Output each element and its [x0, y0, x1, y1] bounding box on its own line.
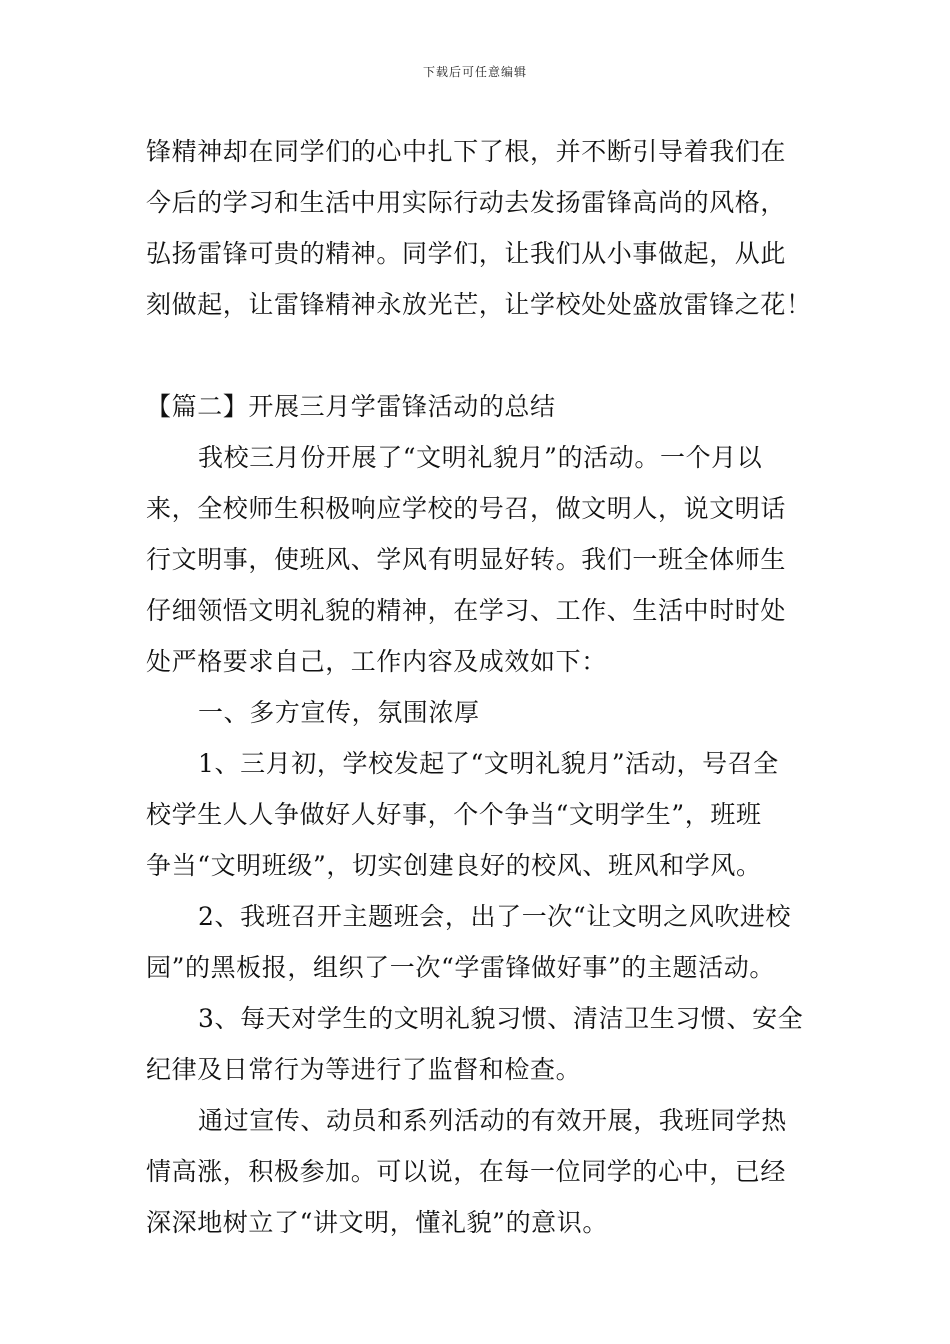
text-line: 深深地树立了“讲文明，懂礼貌”的意识。 [146, 1208, 608, 1237]
text-line: 通过宣传、动员和系列活动的有效开展，我班同学热 [198, 1106, 787, 1135]
text-line: 来，全校师生积极响应学校的号召，做文明人，说文明话 [146, 494, 787, 523]
page-header-note: 下载后可任意编辑 [422, 65, 527, 79]
text-line: 弘扬雷锋可贵的精神。同学们，让我们从小事做起，从此 [146, 239, 787, 268]
text-line: 园”的黑板报，组织了一次“学雷锋做好事”的主题活动。 [146, 953, 775, 982]
text-line: 校学生人人争做好人好事，个个争当“文明学生”，班班 [146, 800, 762, 829]
text-line: 今后的学习和生活中用实际行动去发扬雷锋高尚的风格， [146, 188, 787, 217]
text-line: 我校三月份开展了“文明礼貌月”的活动。一个月以 [198, 443, 763, 472]
text-line: 刻做起，让雷锋精神永放光芒，让学校处处盛放雷锋之花！ [146, 290, 812, 319]
text-line: 2、我班召开主题班会，出了一次“让文明之风吹进校 [198, 902, 792, 931]
text-line: 1、三月初，学校发起了“文明礼貌月”活动，号召全 [198, 749, 779, 778]
text-line: 锋精神却在同学们的心中扎下了根，并不断引导着我们在 [146, 137, 787, 166]
paragraph-spacer [146, 330, 816, 381]
text-line: 行文明事，使班风、学风有明显好转。我们一班全体师生 [146, 545, 787, 574]
text-line: 争当“文明班级”，切实创建良好的校风、班风和学风。 [146, 851, 762, 880]
text-line: 纪律及日常行为等进行了监督和检查。 [146, 1055, 582, 1084]
text-line: 3、每天对学生的文明礼貌习惯、清洁卫生习惯、安全 [198, 1004, 804, 1033]
subsection-heading: 一、多方宣传，氛围浓厚 [198, 698, 480, 727]
section-heading: 【篇二】开展三月学雷锋活动的总结 [146, 392, 556, 421]
text-line: 处严格要求自己，工作内容及成效如下： [146, 647, 607, 676]
text-line: 情高涨，积极参加。可以说，在每一位同学的心中，已经 [146, 1157, 787, 1186]
document-body [146, 126, 816, 1248]
text-line: 仔细领悟文明礼貌的精神，在学习、工作、生活中时时处 [146, 596, 787, 625]
